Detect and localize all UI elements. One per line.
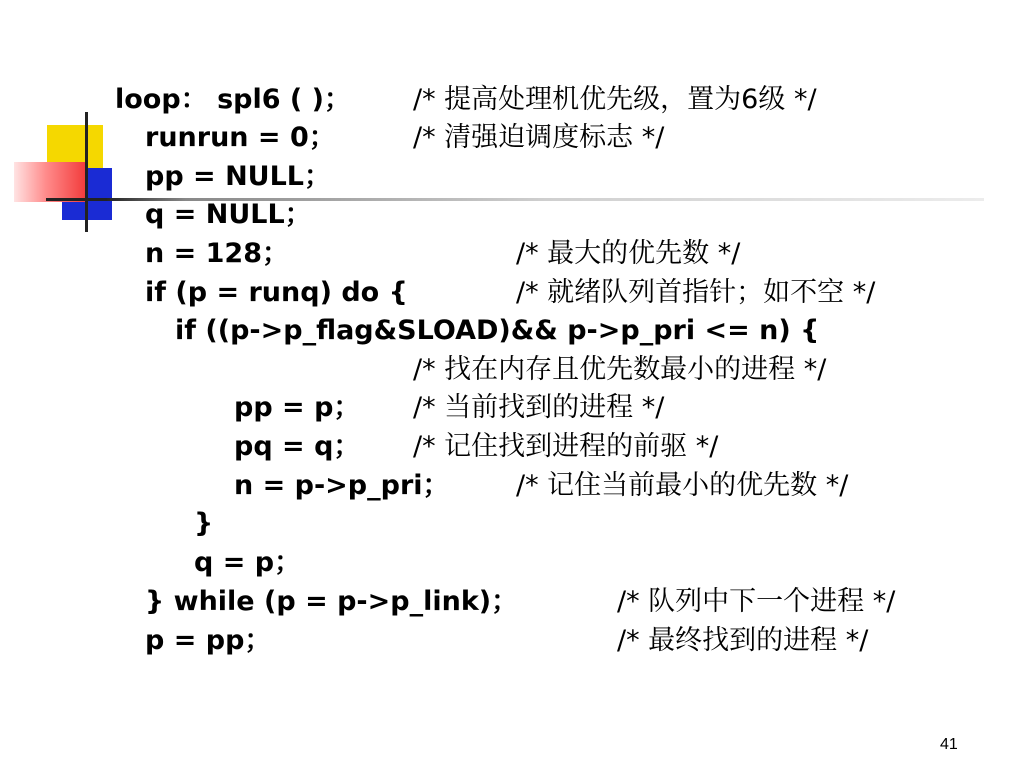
code-text: } while (p = p->p_link)； xyxy=(145,586,519,617)
code-comment: /* 就绪队列首指针；如不空 */ xyxy=(516,277,876,308)
decor-red-gradient-bar xyxy=(14,162,86,202)
page-number: 41 xyxy=(940,736,958,753)
code-comment: /* 队列中下一个进程 */ xyxy=(617,586,896,617)
code-comment: /* 当前找到的进程 */ xyxy=(413,392,665,423)
code-comment: /* 最终找到的进程 */ xyxy=(617,625,869,656)
code-comment: /* 记住当前最小的优先数 */ xyxy=(516,470,849,501)
code-text: if ((p->p_flag&SLOAD)&& p->p_pri <= n) { xyxy=(175,315,820,346)
code-comment: /* 记住找到进程的前驱 */ xyxy=(413,431,719,462)
code-text: n = 128； xyxy=(145,238,290,269)
code-text: } xyxy=(194,508,214,539)
code-text: if (p = runq) do { xyxy=(145,277,408,308)
code-text: n = p->p_pri； xyxy=(234,470,450,501)
code-text: pq = q； xyxy=(234,431,361,462)
decor-vertical-line xyxy=(85,112,88,232)
code-text: loop： spl6 ( )； xyxy=(115,84,351,115)
code-text: q = p； xyxy=(194,547,302,578)
code-comment: /* 最大的优先数 */ xyxy=(516,238,741,269)
code-text: pp = NULL； xyxy=(145,161,332,192)
code-text: runrun = 0； xyxy=(145,122,336,153)
code-text: q = NULL； xyxy=(145,199,312,230)
code-comment: /* 提高处理机优先级，置为6级 */ xyxy=(413,84,817,115)
code-text: pp = p； xyxy=(234,392,361,423)
code-text: p = pp； xyxy=(145,625,272,656)
code-comment: /* 清强迫调度标志 */ xyxy=(413,122,665,153)
code-comment: /* 找在内存且优先数最小的进程 */ xyxy=(413,354,827,385)
